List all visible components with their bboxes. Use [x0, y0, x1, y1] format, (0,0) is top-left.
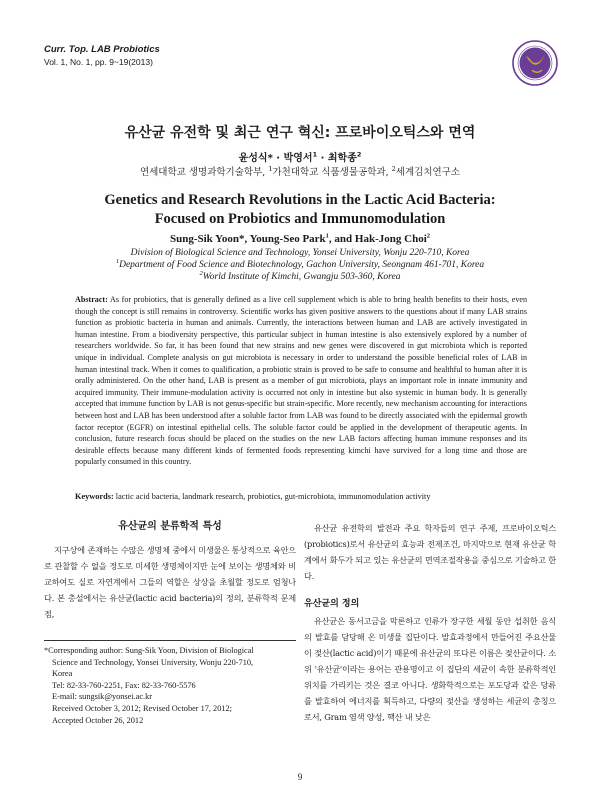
- korean-title: 유산균 유전학 및 최근 연구 혁신: 프로바이오틱스와 면역: [124, 125, 476, 141]
- english-author-1: Sung-Sik Yoon*,: [169, 233, 248, 245]
- journal-volume: Vol. 1, No. 1, pp. 9~19(2013): [44, 57, 153, 67]
- english-title: [60, 191, 540, 229]
- keywords-label: Keywords:: [75, 492, 114, 501]
- subsection-heading: 유산균의 정의: [304, 599, 360, 609]
- english-author-2-sup: 1: [325, 232, 329, 240]
- footnote-line: Science and Technology, Yonsei University, Wonju 220-710,: [52, 657, 254, 667]
- english-title-line-2: Focused on Probiotics and Immunomodulation: [154, 211, 446, 227]
- english-affil-line-1: Division of Biological Science and Technology, Yonsei University, Wonju 220-710, Korea: [130, 248, 470, 258]
- affil-sup-2: 2: [391, 164, 396, 173]
- abstract-text: As for probiotics, that is generally defined as a live cell supplement which is able to bring health benefits to their hosts, even though the concept is still remains in controversy. Scientific works has given positive answers to the questions about if many LAB strains function as probiotic bacteria in human and animals. Currently, the interactions between human and LAB are actively investigated in human intestine. From a biodiversity perspective, this particular subject in human intestine is also extensively explored by a number of researchers worldwide. So far, it has been found that new strains and new genes were discovered in gut microbiota which is reported unique in individual. Complete analysis on gut microbiota is necessary in order to understand the possible beneficial roles of LAB in human intestinal track. When it comes to qualification, a probiotic strain is proved to be safe to consume and healthful to human after it is orally administered. On the other hand, LAB is present as a member of gut microbiota, plays an important role in innate immunity and acquired immunity. Their immune-modulation activity is occurred not only in intestine but also systemic in human body. It is generally accepted that immune function by LAB is not genus-specific but strain-specific. More recently, new mechanism accounting for interactions between host and LAB has been understood after a soluble factor from LAB was found to be directly associated with the epidermal growth factor receptor (EGFR) on intestinal epithelial cells. The soluble factor could be applied in the development of therapeutic agents. In conclusion, future research focus should be placed on the studies on the new LAB factors affecting human immune responses and its desirable effects because many different kinds of fermented foods representing kimchi have survived for a long time and those are popularly consumed in this country.: [75, 295, 527, 467]
- abstract-label: Abstract:: [75, 295, 108, 304]
- journal-header: [44, 44, 160, 68]
- english-author-3: Hak-Jong Choi: [354, 233, 427, 245]
- footnote-line: Received October 3, 2012; Revised October 17, 2012;: [52, 703, 232, 713]
- english-author-2: Young-Seo Park: [249, 233, 326, 245]
- english-affil-line-3: [60, 271, 540, 283]
- journal-name: Curr. Top. LAB Probiotics: [44, 44, 160, 55]
- footnote-line: Accepted October 26, 2012: [52, 715, 144, 725]
- keywords-text: lactic acid bacteria, landmark research, probiotics, gut-microbiota, immunomodulation activity: [115, 492, 431, 501]
- korean-affiliation: [0, 164, 600, 178]
- abstract: [75, 294, 527, 468]
- right-column: [304, 520, 556, 725]
- corresponding-author-footnote: [44, 645, 296, 726]
- korean-author-2: 박영서: [283, 153, 313, 164]
- english-title-line-1: Genetics and Research Revolutions in the Lactic Acid Bacteria:: [104, 192, 496, 208]
- body-paragraph: 지구상에 존재하는 수많은 생명체 중에서 미생물은 통상적으로 육안으로 관찰할 수 없을 정도로 미세한 생명체이지만 눈에 보이는 생명체와 비교하여도 실로 자연계에서 그들의 역할은 상상을 초월할 정도로 엄청나다. 본 총설에서는 유산균(lactic acid bacteria)의 정의, 분류학적 문제점,: [44, 545, 296, 619]
- keywords: [75, 492, 527, 501]
- korean-author-3: 최학종: [327, 153, 357, 164]
- section-heading: 유산균의 분류학적 특성: [118, 521, 222, 532]
- affil-line-3-sup: 2: [199, 269, 203, 277]
- english-affil-line-2: [60, 259, 540, 271]
- affil-part-1: 연세대학교 생명과학기술학부,: [139, 167, 266, 178]
- body-paragraph: 유산균은 동서고금을 막론하고 인류가 장구한 세월 동안 섭취한 음식의 발효를 담당해 온 미생물 집단이다. 발효과정에서 만들어진 주요산물이 젖산(lactic acid)이기 때문에 유산균의 또다른 이름은 젖산균이다. 소위 '유산균'이라는 용어는 관용명이고 이 집단의 세균이 속한 분류학적인 위치를 가리키는 것은 결코 아니다. 생화학적으로는 포도당과 같은 당류를 발효하여 에너지를 획득하고, 다량의 젖산을 생성하는 세균의 총칭으로서, Gram 염색 양성, 핵산 내 낮은: [304, 616, 556, 722]
- footnote-email: E-mail: sungsik@yonsei.ac.kr: [52, 692, 153, 702]
- footnote-line: Tel: 82-33-760-2251, Fax: 82-33-760-5576: [52, 680, 196, 690]
- author-3-sup: 2: [356, 150, 362, 159]
- english-affiliation: [60, 247, 540, 283]
- page-number: 9: [297, 772, 303, 782]
- footnote-line: Korea: [52, 669, 73, 679]
- affil-line-2-sup: 1: [115, 257, 120, 265]
- author-2-sup: 1: [312, 150, 318, 159]
- author-separator: ·: [320, 153, 325, 164]
- affil-part-3: 세계김치연구소: [395, 167, 461, 178]
- korean-authors: [0, 149, 600, 164]
- society-seal-icon: [512, 40, 558, 86]
- affil-line-2-text: Department of Food Science and Biotechnology, Gachon University, Seongnam 461-701, Korea: [119, 260, 485, 270]
- affil-sup-1: 1: [268, 164, 273, 173]
- footnote-divider: [44, 640, 296, 641]
- body-paragraph: 유산균 유전학의 발전과 주요 학자들의 연구 주제, 프로바이오틱스(probiotics)로서 유산균의 효능과 전제조건, 마지막으로 현재 유산균 학계에서 화두가 되고 있는 유산균의 면역조절작용을 중심으로 기술하고 한다.: [304, 523, 556, 581]
- affil-part-2: 가천대학교 식품생물공학과,: [272, 167, 389, 178]
- english-author-conjunction: , and: [328, 233, 353, 245]
- affil-line-3-text: World Institute of Kimchi, Gwangju 503-360, Korea: [202, 272, 401, 282]
- korean-author-1: 윤성식*: [238, 153, 273, 164]
- left-column: [44, 520, 296, 622]
- author-separator: ·: [276, 153, 281, 164]
- english-author-3-sup: 2: [426, 232, 430, 240]
- footnote-line: *Corresponding author: Sung-Sik Yoon, Division of Biological: [44, 646, 254, 655]
- english-authors: [0, 233, 600, 245]
